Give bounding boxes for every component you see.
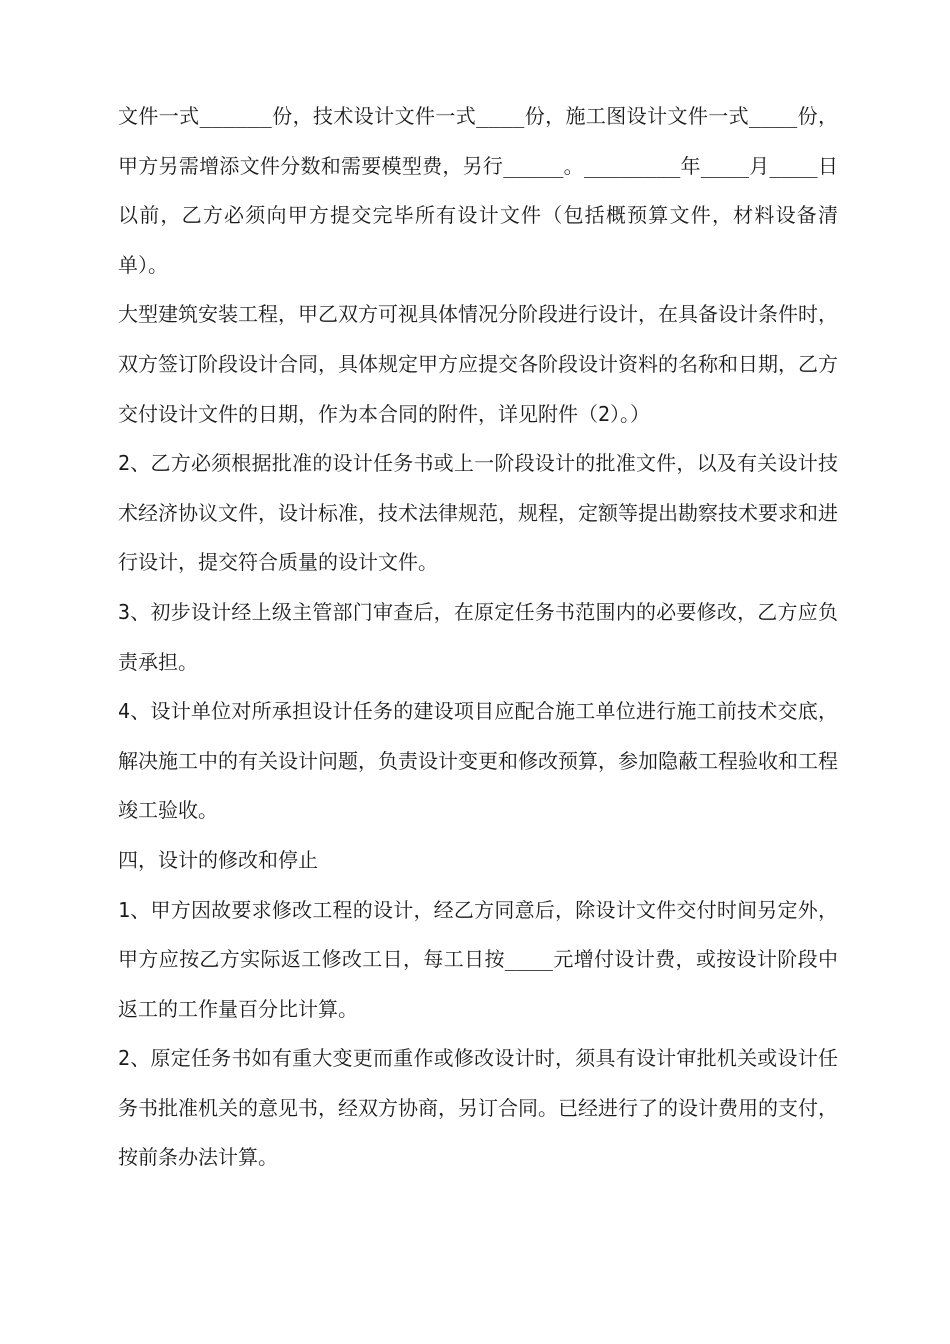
paragraph-delivery-schedule: 文件一式______份，技术设计文件一式____份，施工图设计文件一式____份，甲方另需增添文件分数和需要模型费，另行_____。________年____月____日以前，乙方必须向甲方提交完毕所有设计文件（包括概预算文件，材料设备清单）。 <box>118 104 838 277</box>
paragraph-clause-3: 3、初步设计经上级主管部门审查后，在原定任务书范围内的必要修改，乙方应负责承担。 <box>118 599 838 674</box>
paragraph-phased-design: 大型建筑安装工程，甲乙双方可视具体情况分阶段进行设计，在具备设计条件时，双方签订阶段设计合同，具体规定甲方应提交各阶段设计资料的名称和日期，乙方交付设计文件的日期，作为本合同的附件，详见附件（2）。） <box>118 302 838 426</box>
paragraph-revision-2: 2、原定任务书如有重大变更而重作或修改设计时，须具有设计审批机关或设计任务书批准机关的意见书，经双方协商，另订合同。已经进行了的设计费用的支付，按前条办法计算。 <box>118 1046 838 1170</box>
paragraph-clause-4: 4、设计单位对所承担设计任务的建设项目应配合施工单位进行施工前技术交底，解决施工中的有关设计问题，负责设计变更和修改预算，参加隐蔽工程验收和工程竣工验收。 <box>118 699 838 823</box>
section-heading-4: 四，设计的修改和停止 <box>118 847 318 872</box>
document-body <box>118 92 838 1183</box>
paragraph-clause-2: 2、乙方必须根据批准的设计任务书或上一阶段设计的批准文件，以及有关设计技术经济协议文件，设计标准，技术法律规范，规程，定额等提出勘察技术要求和进行设计，提交符合质量的设计文件。 <box>118 451 838 575</box>
paragraph-revision-1: 1、甲方因故要求修改工程的设计，经乙方同意后，除设计文件交付时间另定外，甲方应按乙方实际返工修改工日，每工日按____元增付设计费，或按设计阶段中返工的工作量百分比计算。 <box>118 897 838 1021</box>
